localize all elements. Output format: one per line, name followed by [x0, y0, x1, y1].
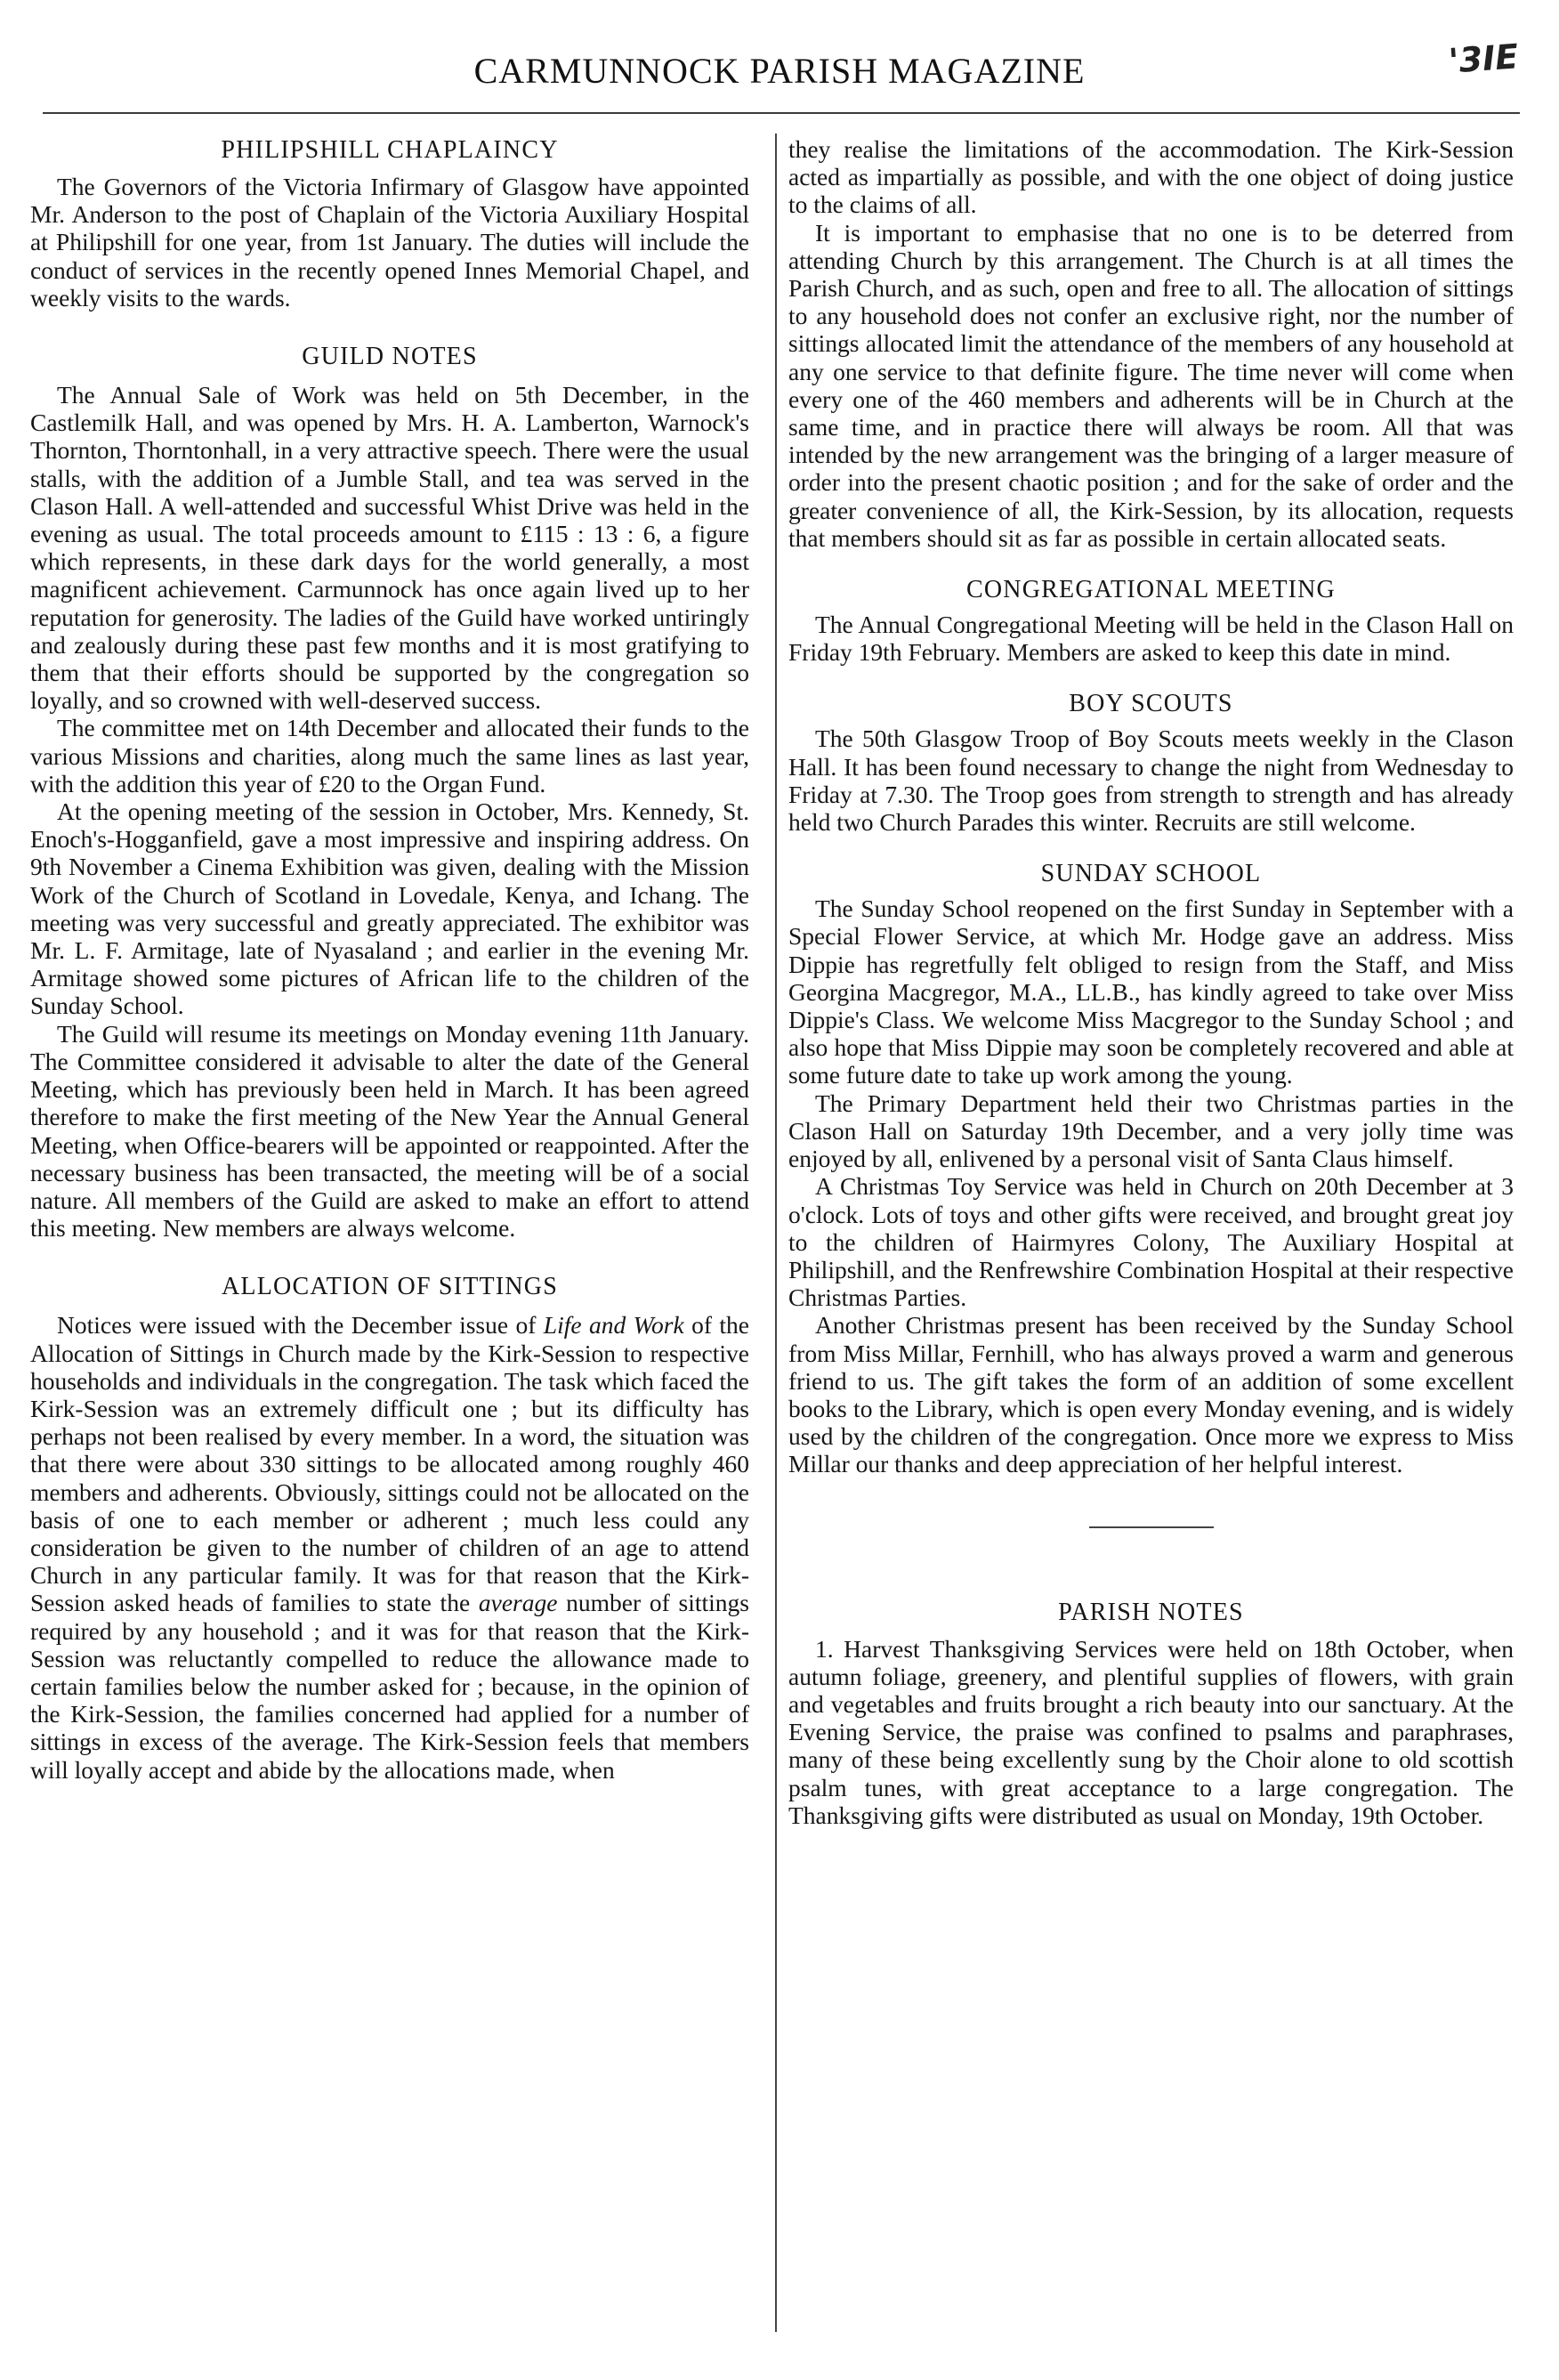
paragraph: The 50th Glasgow Troop of Boy Scouts meets weekly in the Clason Hall. It has been found necessary to change the night from Wednesday to Friday at 7.30. The Troop goes from strength to strength and has already held two Church Parades this winter. Recruits are still welcome. — [788, 725, 1514, 837]
section-heading: BOY SCOUTS — [1069, 690, 1233, 718]
header-rule — [43, 112, 1520, 114]
text-run: of the Allocation of Sittings in Church made by the Kirk-Session to respective households and individuals in the congregation. The task which faced the Kirk-Session was an extremely difficult one ; but its difficulty has perhaps not been realised by every member. In a word, the situation was that there were about 330 sittings to be allocated among roughly 460 members and adherents. Obviously, sittings could not be allocated on the basis of one to each member or adherent ; much less could any consideration be given to the number of children of an age to attend Church in any particular family. It was for that reason that the Kirk-Session asked heads of families to state the — [30, 1311, 749, 1617]
emphasis: average — [478, 1589, 558, 1617]
article-guild-notes — [30, 342, 749, 1242]
article-allocation-of-sittings — [30, 1272, 749, 1783]
article-philipshill-chaplaincy — [30, 135, 749, 312]
column-divider — [775, 134, 777, 2332]
paragraph: At the opening meeting of the session in October, Mrs. Kennedy, St. Enoch's-Hogganfield, gave a most impressive and inspiring address. On 9th November a Cinema Exhibition was given, dealing with the Mission Work of the Church of Scotland in Lovedale, Kenya, and Ichang. The meeting was very successful and greatly appreciated. The exhibitor was Mr. L. F. Armitage, late of Nyasaland ; and earlier in the evening Mr. Armitage showed some pictures of African life to the children of the Sunday School. — [30, 797, 749, 1020]
section-heading: CONGREGATIONAL MEETING — [966, 576, 1336, 604]
article-parish-notes — [788, 1598, 1514, 1829]
section-separator-rule — [1089, 1526, 1214, 1528]
section-heading: ALLOCATION OF SITTINGS — [222, 1273, 558, 1301]
article-sunday-school — [788, 859, 1514, 1477]
paragraph: The Governors of the Victoria Infirmary of Glasgow have appointed Mr. Anderson to the post of Chaplain of the Victoria Auxiliary Hospital at Philipshill for one year, from 1st January. The duties will include the conduct of services in the recently opened Innes Memorial Chapel, and weekly visits to the wards. — [30, 173, 749, 312]
text-run: Notices were issued with the December issue of — [57, 1311, 544, 1340]
section-heading: PHILIPSHILL CHAPLAINCY — [221, 136, 559, 164]
paragraph: The Annual Sale of Work was held on 5th December, in the Castlemilk Hall, and was opened by Mrs. H. A. Lamberton, Warnock's Thornton, Thorntonhall, in a very attractive speech. There were the usual stalls, with the addition of a Jumble Stall, and tea was served in the Clason Hall. A well-attended and successful Whist Drive was held in the evening as usual. The total proceeds amount to £115 : 13 : 6, a figure which represents, in these dark days for the world generally, a most magnificent achievement. Carmunnock has once again lived up to her reputation for generosity. The ladies of the Guild have worked untiringly and zealously during these past few months and it is most gratifying to them that their efforts should be supported by the congregation so loyally, and so crowned with well-deserved success. — [30, 381, 749, 715]
article-boy-scouts — [788, 689, 1514, 836]
left-column — [30, 135, 749, 1784]
paragraph — [30, 1311, 749, 1783]
page-title: CARMUNNOCK PARISH MAGAZINE — [473, 51, 1086, 91]
paragraph: A Christmas Toy Service was held in Church on 20th December at 3 o'clock. Lots of toys and other gifts were received, and brought great joy to the children of Hairmyres Colony, The Auxiliary Hospital at Philipshill, and the Renfrewshire Combination Hospital at their respective Christmas Parties. — [788, 1172, 1514, 1312]
text-run: number of sittings required by any household ; and it was for that reason that the Kirk-Session was reluctantly compelled to reduce the allowance made to certain families below the number asked for ; because, in the opinion of the Kirk-Session, the families concerned had applied for a number of sittings in excess of the average. The Kirk-Session feels that members will loyally accept and abide by the allocations made, when — [30, 1589, 749, 1784]
paragraph: Another Christmas present has been received by the Sunday School from Miss Millar, Fernhill, who has always proved a warm and generous friend to us. The gift takes the form of an addition of some excellent books to the Library, which is open every Monday evening, and is widely used by the children of the congregation. Once more we express to Miss Millar our thanks and deep appreciation of her helpful interest. — [788, 1311, 1514, 1478]
publication-title: Life and Work — [543, 1311, 684, 1340]
paragraph: The Guild will resume its meetings on Monday evening 11th January. The Committee considered it advisable to alter the date of the General Meeting, which has previously been held in March. It has been agreed therefore to make the first meeting of the New Year the Annual General Meeting, when Office-bearers will be appointed or reappointed. After the necessary business has been transacted, the meeting will be of a social nature. All members of the Guild are asked to make an effort to attend this meeting. New members are always welcome. — [30, 1019, 749, 1243]
paragraph: The Primary Department held their two Christmas parties in the Clason Hall on Saturday 19th December, and a very jolly time was enjoyed by all, enlivened by a personal visit of Santa Claus himself. — [788, 1089, 1514, 1173]
right-column — [788, 135, 1514, 1829]
handwritten-page-mark: '3IE — [1447, 36, 1520, 81]
paragraph: It is important to emphasise that no one is to be deterred from attending Church by this arrangement. The Church is at all times the Parish Church, and as such, open and free to all. The allocation of sittings to any household does not confer an exclusive right, nor the number of sittings allocated limit the attendance of the members of any household at any one service to that definite figure. The time never will come when every one of the 460 members and adherents will be in Church at the same time, and in practice there will always be room. All that was intended by the new arrangement was the bringing of a larger measure of order into the present chaotic position ; and for the sake of order and the greater convenience of all, the Kirk-Session, by its allocation, requests that members should sit as far as possible in certain allocated seats. — [788, 218, 1514, 552]
paragraph: The committee met on 14th December and allocated their funds to the various Missions and charities, along much the same lines as last year, with the addition this year of £20 to the Organ Fund. — [30, 714, 749, 797]
article-allocation-continued — [788, 135, 1514, 552]
paragraph: they realise the limitations of the accommodation. The Kirk-Session acted as impartially as possible, and with the one object of doing justice to the claims of all. — [788, 135, 1514, 219]
section-heading: GUILD NOTES — [302, 343, 478, 371]
paragraph: 1. Harvest Thanksgiving Services were held on 18th October, when autumn foliage, greenery, and plentiful supplies of flowers, with grain and vegetables and fruits brought a rich beauty into our sanctuary. At the Evening Service, the praise was confined to psalms and paraphrases, many of these being excellently sung by the Choir alone to old scottish psalm tunes, with great acceptance to a large congregation. The Thanksgiving gifts were distributed as usual on Monday, 19th October. — [788, 1634, 1514, 1829]
article-congregational-meeting — [788, 575, 1514, 666]
paragraph: The Annual Congregational Meeting will be held in the Clason Hall on Friday 19th February. Members are asked to keep this date in mind. — [788, 611, 1514, 667]
section-heading: PARISH NOTES — [1058, 1598, 1244, 1626]
section-heading: SUNDAY SCHOOL — [1040, 860, 1262, 888]
paragraph: The Sunday School reopened on the first Sunday in September with a Special Flower Service, at which Mr. Hodge gave an address. Miss Dippie has regretfully felt obliged to resign from the Staff, and Miss Georgina Macgregor, M.A., LL.B., has kindly agreed to take over Miss Dippie's Class. We welcome Miss Macgregor to the Sunday School ; and also hope that Miss Dippie may soon be completely recovered and able at some future date to take up work among the young. — [788, 895, 1514, 1089]
